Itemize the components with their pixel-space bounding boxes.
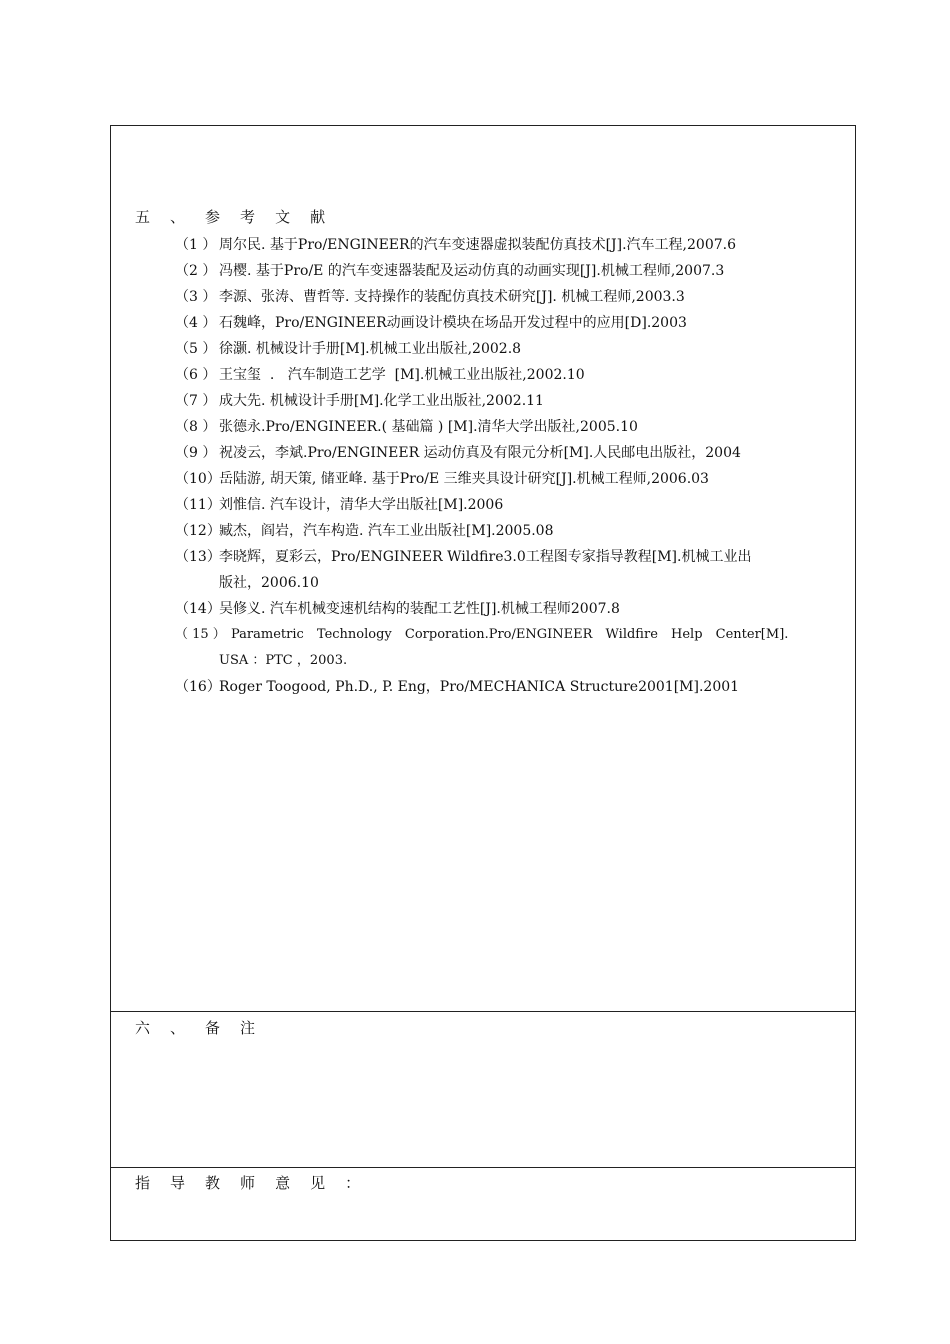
reference-item: （5 ） 徐灏. 机械设计手册[M].机械工业出版社,2002.8 (175, 341, 522, 357)
reference-item: （9 ） 祝凌云，李斌.Pro/ENGINEER 运动仿真及有限元分析[M].人民邮电出版社，2004 (175, 445, 741, 461)
reference-item: （13）李晓辉，夏彩云，Pro/ENGINEER Wildfire3.0工程图专家指导教程[M].机械工业出 版社，2006.10 (175, 549, 752, 591)
reference-item: （8 ） 张德永.Pro/ENGINEER.( 基础篇 ) [M].清华大学出版社,2005.10 (175, 419, 638, 435)
advisor-opinion-section (111, 1167, 855, 1240)
reference-item: （4 ） 石魏峰，Pro/ENGINEER动画设计模块在场品开发过程中的应用[D].2003 (175, 315, 687, 331)
reference-item: （ 15 ） Parametric Technology Corporation.Pro/ENGINEER Wildfire Help Center[M]. USA ：PTC ，2003. (175, 627, 789, 668)
reference-item: （11）刘惟信. 汽车设计，清华大学出版社[M].2006 (175, 497, 504, 513)
reference-item: （1 ） 周尔民. 基于Pro/ENGINEER的汽车变速器虚拟装配仿真技术[J].汽车工程,2007.6 (175, 237, 736, 253)
reference-list (175, 232, 851, 700)
reference-item: （3 ） 李源、张涛、曹哲等. 支持操作的装配仿真技术研究[J]. 机械工程师,2003.3 (175, 289, 685, 305)
remarks-section (111, 1011, 855, 1168)
references-heading: 五 、 参 考 文 献 (135, 208, 326, 226)
reference-item: （16）Roger Toogood, Ph.D., P. Eng，Pro/MECHANICA Structure2001[M].2001 (175, 679, 740, 695)
advisor-opinion-heading: 指 导 教 师 意 见 ： (135, 1174, 361, 1192)
reference-item: （14）吴修义. 汽车机械变速机结构的装配工艺性[J].机械工程师2007.8 (175, 601, 620, 617)
form-frame (110, 125, 856, 1241)
references-section (111, 126, 855, 1012)
reference-item: （10）岳陆游, 胡天策, 储亚峰. 基于Pro/E 三维夹具设计研究[J].机械工程师,2006.03 (175, 471, 709, 487)
reference-item: （12）臧杰，阎岩，汽车构造. 汽车工业出版社[M].2005.08 (175, 523, 554, 539)
reference-item: （6 ） 王宝玺 . 汽车制造工艺学 [M].机械工业出版社,2002.10 (175, 367, 585, 383)
reference-item: （2 ） 冯樱. 基于Pro/E 的汽车变速器装配及运动仿真的动画实现[J].机械工程师,2007.3 (175, 263, 725, 279)
remarks-heading: 六 、 备 注 (135, 1019, 256, 1037)
reference-item: （7 ） 成大先. 机械设计手册[M].化学工业出版社,2002.11 (175, 393, 544, 409)
